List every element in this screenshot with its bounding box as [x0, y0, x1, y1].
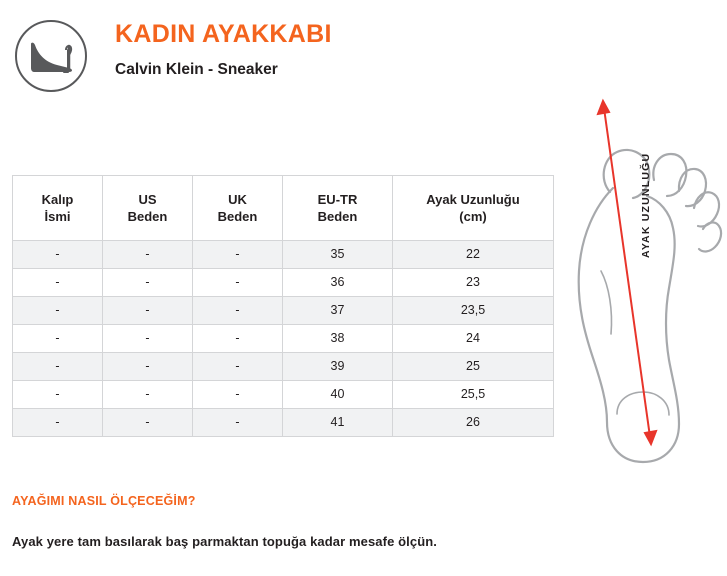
- table-row: [13, 241, 554, 269]
- cell-kalip-ismi: -: [13, 353, 103, 381]
- cell-ayak-uzunlugu: 26: [393, 409, 554, 437]
- cell-eu-tr-beden: 36: [283, 269, 393, 297]
- cell-ayak-uzunlugu: 24: [393, 325, 554, 353]
- column-header-line2: İsmi: [44, 209, 71, 224]
- cell-kalip-ismi: -: [13, 241, 103, 269]
- page-title: KADIN AYAKKABI: [115, 20, 332, 48]
- cell-ayak-uzunlugu: 25,5: [393, 381, 554, 409]
- cell-us-beden: -: [103, 241, 193, 269]
- cell-eu-tr-beden: 41: [283, 409, 393, 437]
- cell-kalip-ismi: -: [13, 269, 103, 297]
- cell-us-beden: -: [103, 269, 193, 297]
- column-header-line1: EU-TR: [317, 192, 358, 207]
- cell-uk-beden: -: [193, 381, 283, 409]
- cell-eu-tr-beden: 35: [283, 241, 393, 269]
- column-header-line2: Beden: [317, 209, 358, 224]
- cell-us-beden: -: [103, 381, 193, 409]
- column-header-us-beden: [103, 176, 193, 241]
- measure-instructions: [12, 494, 712, 549]
- page-subtitle: Calvin Klein - Sneaker: [115, 61, 278, 78]
- cell-eu-tr-beden: 38: [283, 325, 393, 353]
- column-header-line1: US: [138, 192, 157, 207]
- table-row: [13, 297, 554, 325]
- instructions-text: Ayak yere tam basılarak baş parmaktan topuğa kadar mesafe ölçün.: [12, 534, 437, 549]
- column-header-uk-beden: [193, 176, 283, 241]
- column-header-line2: Beden: [127, 209, 168, 224]
- cell-uk-beden: -: [193, 325, 283, 353]
- high-heel-shoe-icon: [15, 20, 87, 92]
- cell-uk-beden: -: [193, 297, 283, 325]
- cell-us-beden: -: [103, 325, 193, 353]
- table-header-row: [13, 176, 554, 241]
- cell-uk-beden: -: [193, 241, 283, 269]
- cell-ayak-uzunlugu: 23: [393, 269, 554, 297]
- foot-length-label: AYAK UZUNLUĞU: [640, 152, 652, 258]
- cell-eu-tr-beden: 40: [283, 381, 393, 409]
- column-header-line1: Ayak Uzunluğu: [426, 192, 520, 207]
- cell-ayak-uzunlugu: 25: [393, 353, 554, 381]
- cell-us-beden: -: [103, 353, 193, 381]
- cell-kalip-ismi: -: [13, 409, 103, 437]
- cell-kalip-ismi: -: [13, 381, 103, 409]
- table-row: [13, 325, 554, 353]
- column-header-line2: (cm): [459, 209, 487, 224]
- title-block: [115, 18, 332, 80]
- table-row: [13, 409, 554, 437]
- table-row: [13, 353, 554, 381]
- cell-eu-tr-beden: 37: [283, 297, 393, 325]
- cell-uk-beden: -: [193, 269, 283, 297]
- table-row: [13, 381, 554, 409]
- size-chart-table: [12, 175, 554, 437]
- column-header-line1: Kalıp: [41, 192, 74, 207]
- cell-us-beden: -: [103, 297, 193, 325]
- cell-uk-beden: -: [193, 409, 283, 437]
- column-header-kalip-ismi: [13, 176, 103, 241]
- cell-kalip-ismi: -: [13, 325, 103, 353]
- page-header: [10, 12, 717, 92]
- cell-ayak-uzunlugu: 22: [393, 241, 554, 269]
- column-header-eu-tr-beden: [283, 176, 393, 241]
- cell-eu-tr-beden: 39: [283, 353, 393, 381]
- cell-uk-beden: -: [193, 353, 283, 381]
- cell-us-beden: -: [103, 409, 193, 437]
- column-header-line2: Beden: [217, 209, 258, 224]
- instructions-heading: AYAĞIMI NASIL ÖLÇECEĞİM?: [12, 494, 196, 508]
- table-row: [13, 269, 554, 297]
- column-header-ayak-uzunlugu: [393, 176, 554, 241]
- cell-kalip-ismi: -: [13, 297, 103, 325]
- column-header-line1: UK: [228, 192, 247, 207]
- cell-ayak-uzunlugu: 23,5: [393, 297, 554, 325]
